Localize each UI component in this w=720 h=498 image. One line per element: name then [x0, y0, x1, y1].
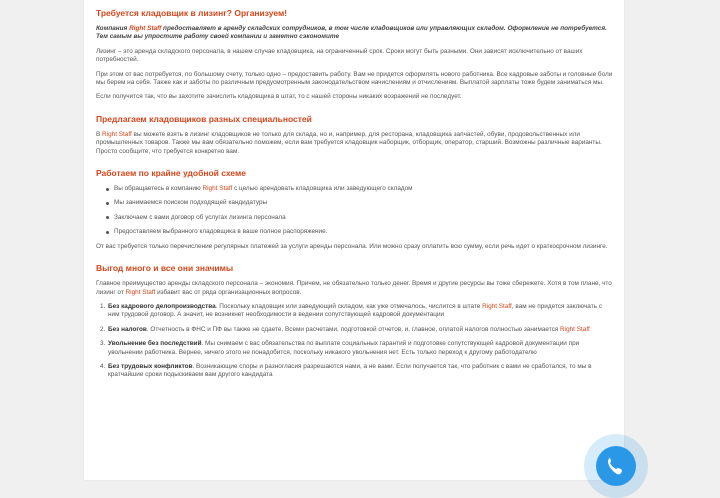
article-page [84, 0, 624, 480]
item-term: Увольнение без последствий [108, 340, 202, 348]
section-lease-warehouse-keeper [96, 8, 614, 102]
item-term: Без кадрового делопроизводства [108, 302, 216, 310]
paragraph: Лизинг – это аренда складского персонала, в нашем случае кладовщика, на ограниченный срок. Сроки могут быть разными. Они зависят исключительно от ваших потребностей. [96, 47, 583, 64]
paragraph: Если получится так, что вы захотите зачислить кладовщика в штат, то с нашей стороны никаких возражений не последует. [96, 93, 462, 101]
paragraph [96, 280, 614, 297]
text: предоставляет в аренду складских сотрудников, в том числе кладовщиков или управляющих складом. Оформление не потребуется. Тем самым вы упростите работу своей компании и заметно сэкономите [96, 25, 607, 41]
intro-paragraph [96, 25, 614, 42]
text: . Отчетность в ФНС и ПФ вы также не сдаете. Всеми расчетами, подготовкой отчетов, и, главное, оплатой налогов полностью занимается [146, 325, 561, 333]
callback-widget[interactable] [584, 434, 648, 498]
brand-link[interactable]: Right Staff [125, 288, 156, 296]
list-item [106, 228, 614, 236]
text: избавит вас от ряда организационных вопросов. [155, 288, 302, 296]
text: Предоставляем выбранного кладовщика в ваше полное распоряжение. [114, 228, 328, 236]
item-number: 3. [100, 340, 106, 348]
item-term: Без трудовых конфликтов [108, 362, 193, 370]
bullet-icon [106, 188, 109, 191]
section-heading: Работаем по крайне удобной схеме [96, 168, 247, 179]
text: . Мы снимаем с вас обязательства по выплате социальных гарантий и подготовке сопутствующей кадровой документации при увольнении работника. Вернее, ничего этого не понадобится, поскольку никакого увольнения нет. Есть только переход к другому работодателю [108, 340, 580, 356]
section-heading: Выгод много и все они значимы [96, 263, 234, 274]
list-item [106, 185, 614, 193]
text: вы можете взять в лизинг кладовщиков не только для склада, но и, например, для ресторана, кладовщика запчастей, обуви, продовольственных или промышленных товаров. Также мы вам обязательно поможем, если вам требуется кладовщик наборщик, отборщик, оператор, старший. Возможны различные варианты. Просто сообщите, что требуется конкретно вам. [96, 130, 602, 155]
item-number: 1. [100, 302, 106, 310]
list-item [100, 363, 614, 380]
call-button[interactable] [596, 446, 636, 486]
paragraph: От вас требуется только перечисление регулярных платежей за услуги аренды персонала. Или можно сразу оплатить всю сумму, если речь идет о краткосрочном лизинге. [96, 242, 608, 250]
text: В [96, 130, 103, 138]
benefits-list [96, 303, 614, 380]
brand-link[interactable]: Right Staff [202, 185, 233, 193]
section-heading: Требуется кладовщик в лизинг? Организуем! [96, 8, 288, 18]
article-content [84, 0, 624, 380]
text: Главное преимущество аренды складского персонала – экономия. Причем, не обязательно только денег. Время и другие ресурсы вы тоже сбережете. Хотя в том плане, что лизинг от [96, 280, 612, 296]
brand-link[interactable]: Right Staff [560, 325, 590, 333]
brand-link[interactable]: Right Staff [102, 130, 132, 138]
text: . Возникающие споры и разногласия разрешаются нами, а не вами. Если получается так, что работник с вами не сработался, то мы в кратчайшие сроки подыскиваем вам другого кандидата [108, 362, 592, 379]
item-number: 2. [100, 325, 106, 333]
text: с целью арендовать кладовщика или заведующего складом [232, 185, 413, 193]
item-number: 4. [100, 362, 106, 370]
list-item [100, 303, 614, 320]
text: Вы обращаетесь в компанию [114, 185, 203, 193]
text: Компания [96, 25, 130, 32]
paragraph: При этом от вас потребуется, по большому счету, только одно – предоставить работу. Вам не придется оформлять нового работника. Все кадровые заботы и головные боли мы берем на себя. Также как и заботы по различным предусмотренным законодательством начислениям и отчислениям. Выплатой зарплаты тоже будем заниматься мы. [96, 70, 613, 87]
bullet-icon [106, 231, 109, 234]
phone-icon [596, 446, 636, 486]
section-scheme [96, 168, 614, 251]
list-item [100, 340, 614, 357]
text: , вам не придется заключать с ним трудовой договор. А значит, не возникнет необходимости в ведении сопутствующей кадровой документации [108, 302, 602, 319]
scheme-list [96, 185, 614, 237]
section-benefits [96, 263, 614, 380]
paragraph [96, 131, 614, 156]
item-term: Без налогов [108, 325, 147, 333]
section-specialties [96, 114, 614, 156]
section-heading: Предлагаем кладовщиков разных специальностей [96, 113, 312, 124]
brand-link[interactable]: Right Staff [129, 25, 162, 32]
brand-link[interactable]: Right Staff [482, 302, 512, 310]
bullet-icon [106, 216, 109, 219]
list-item [106, 214, 614, 222]
text: . Поскольку кладовщик или заведующий складом, как уже отмечалось, числится в штате [215, 302, 483, 310]
list-item [100, 326, 614, 334]
list-item [106, 199, 614, 207]
text: Заключаем с вами договор об услугах лизинга персонала [114, 213, 286, 221]
bullet-icon [106, 202, 109, 205]
text: Мы занимаемся поиском подходящей кандидатуры [114, 199, 268, 207]
